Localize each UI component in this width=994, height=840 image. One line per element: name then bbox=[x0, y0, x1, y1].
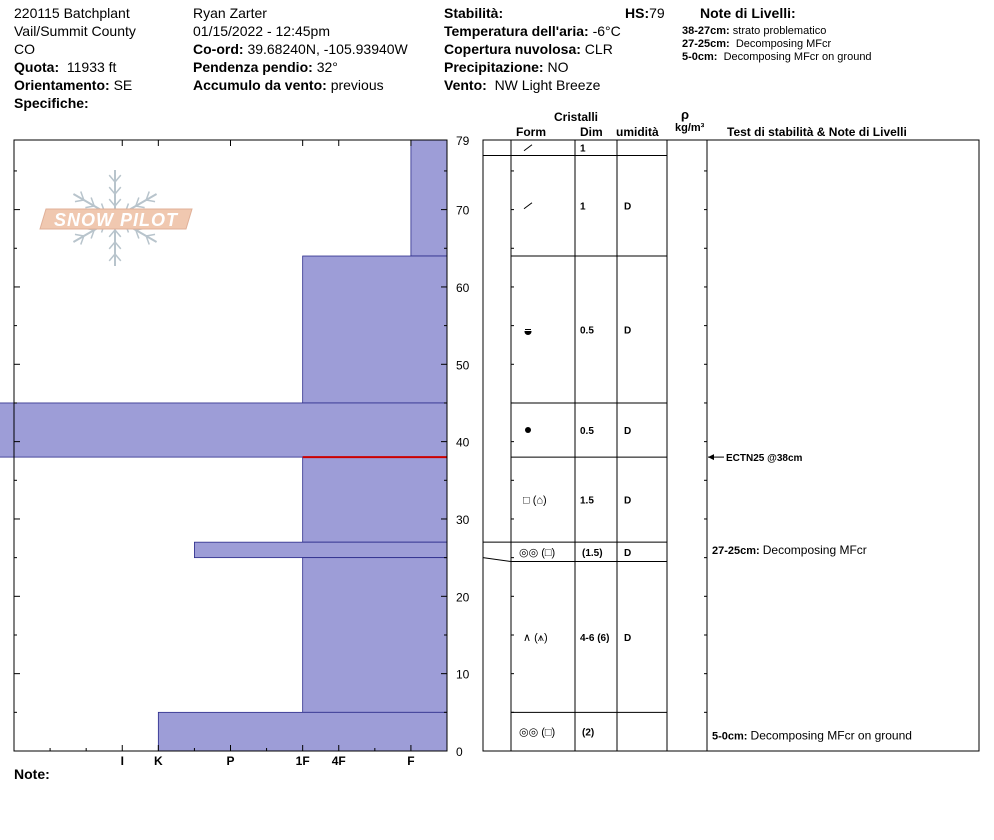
logo-text: SNOW PILOT bbox=[54, 210, 178, 230]
layer-note-item: 38-27cm: strato problematico bbox=[682, 25, 827, 37]
form-header: Form bbox=[516, 125, 546, 139]
sky-row: Copertura nuvolosa: CLR bbox=[444, 41, 613, 57]
layer-note bbox=[712, 729, 912, 743]
layer-note bbox=[712, 543, 867, 557]
layer-note-text: Decomposing MFcr bbox=[762, 542, 867, 557]
form-symbol: ∧ (⩚) bbox=[523, 631, 548, 644]
aspect-row: Orientamento: SE bbox=[14, 77, 133, 93]
wind-load-row: Accumulo da vento: previous bbox=[193, 77, 384, 93]
size-value: 1 bbox=[580, 201, 586, 213]
form-symbol bbox=[524, 145, 532, 151]
moisture-value: D bbox=[624, 495, 632, 507]
coord-row: Co-ord: 39.68240N, -105.93940W bbox=[193, 41, 408, 57]
form-symbol bbox=[525, 329, 531, 334]
depth-tick-label: 10 bbox=[456, 667, 470, 682]
elevation-row: Quota: 11933 ft bbox=[14, 59, 117, 75]
moisture-value: D bbox=[624, 325, 632, 337]
region-name: Vail/Summit County bbox=[14, 23, 136, 39]
hardness-bar bbox=[303, 256, 447, 403]
size-value: 1 bbox=[580, 143, 586, 155]
stability-row: Stabilità: HS:79 bbox=[444, 5, 665, 21]
precip-row: Precipitazione: NO bbox=[444, 59, 569, 75]
snowflake-branch bbox=[75, 200, 84, 202]
layer-note-item: 27-25cm: Decomposing MFcr bbox=[682, 38, 832, 50]
tests-header: Test di stabilità & Note di Livelli bbox=[727, 125, 907, 139]
layer-notes-title: Note di Livelli: bbox=[700, 5, 796, 21]
thin-layer-connector bbox=[483, 558, 511, 562]
test-result: ECTN25 @38cm bbox=[726, 453, 803, 465]
size-value: 1.5 bbox=[580, 495, 594, 507]
depth-tick-label: 30 bbox=[456, 512, 470, 527]
hardness-bar bbox=[194, 542, 447, 557]
crystal-table bbox=[483, 140, 979, 751]
note-label: Note: bbox=[14, 766, 50, 782]
snowflake-branch bbox=[75, 234, 84, 236]
layer-note-item: 5-0cm: Decomposing MFcr on ground bbox=[682, 51, 872, 63]
depth-tick-label: 20 bbox=[456, 590, 470, 605]
hardness-tick-label: K bbox=[153, 754, 163, 768]
observer-name: Ryan Zarter bbox=[193, 5, 267, 21]
observation-datetime: 01/15/2022 - 12:45pm bbox=[193, 23, 330, 39]
hardness-tick-label: 4F bbox=[331, 754, 346, 768]
moisture-value: D bbox=[624, 547, 632, 559]
density-unit: kg/m³ bbox=[675, 122, 705, 134]
snowflake-branch bbox=[146, 200, 155, 202]
crystals-header: Cristalli bbox=[554, 110, 599, 124]
depth-tick-label: 50 bbox=[456, 358, 470, 373]
depth-tick-label: 70 bbox=[456, 203, 470, 218]
depth-tick-label: 40 bbox=[456, 435, 470, 450]
size-value: (2) bbox=[582, 727, 595, 739]
note-arrowhead bbox=[708, 454, 714, 460]
hardness-bar bbox=[0, 403, 447, 457]
site-name: 220115 Batchplant bbox=[14, 5, 130, 21]
moisture-header: umidità bbox=[616, 125, 659, 139]
snowpilot-logo bbox=[40, 170, 192, 266]
slope-row: Pendenza pendio: 32° bbox=[193, 59, 338, 75]
hardness-tick-label: I bbox=[120, 754, 124, 768]
hardness-bar bbox=[303, 457, 447, 542]
wind-row: Vento: NW Light Breeze bbox=[444, 77, 601, 93]
depth-tick-label: 0 bbox=[456, 745, 463, 759]
size-value: (1.5) bbox=[582, 547, 603, 559]
snowflake-branch bbox=[85, 206, 94, 208]
hardness-tick-label: P bbox=[226, 754, 235, 768]
air-temp-row: Temperatura dell'aria: -6°C bbox=[444, 23, 621, 39]
hardness-bar bbox=[303, 558, 447, 713]
state-name: CO bbox=[14, 41, 35, 57]
form-symbol: □ (⌂) bbox=[523, 494, 547, 507]
hardness-bar bbox=[411, 140, 447, 256]
form-symbol bbox=[524, 203, 532, 209]
table-border bbox=[483, 140, 979, 751]
form-symbol: ◎◎ (□) bbox=[519, 726, 556, 739]
moisture-value: D bbox=[624, 201, 632, 213]
form-symbol: ◎◎ (□) bbox=[519, 546, 556, 559]
moisture-value: D bbox=[624, 426, 632, 438]
depth-tick-label: 60 bbox=[456, 280, 470, 295]
specifics-row: Specifiche: bbox=[14, 95, 89, 111]
layer-note-range: 5-0cm: bbox=[712, 730, 751, 743]
hardness-tick-label: F bbox=[407, 754, 415, 768]
layer-note-text: Decomposing MFcr on ground bbox=[750, 728, 912, 743]
density-symbol: ρ bbox=[681, 107, 690, 122]
moisture-value: D bbox=[624, 632, 632, 644]
stability-notes bbox=[708, 453, 912, 742]
size-value: 0.5 bbox=[580, 426, 594, 438]
size-value: 4-6 (6) bbox=[580, 632, 610, 644]
layer-note-range: 27-25cm: bbox=[712, 544, 763, 557]
hardness-tick-label: 1F bbox=[295, 754, 310, 768]
snowflake-branch bbox=[146, 234, 155, 236]
depth-tick-label: 79 bbox=[456, 134, 470, 148]
hardness-bars bbox=[0, 140, 447, 751]
size-value: 0.5 bbox=[580, 325, 594, 337]
snowflake-branch bbox=[136, 206, 145, 208]
size-header: Dim bbox=[580, 125, 603, 139]
form-symbol bbox=[525, 427, 531, 433]
